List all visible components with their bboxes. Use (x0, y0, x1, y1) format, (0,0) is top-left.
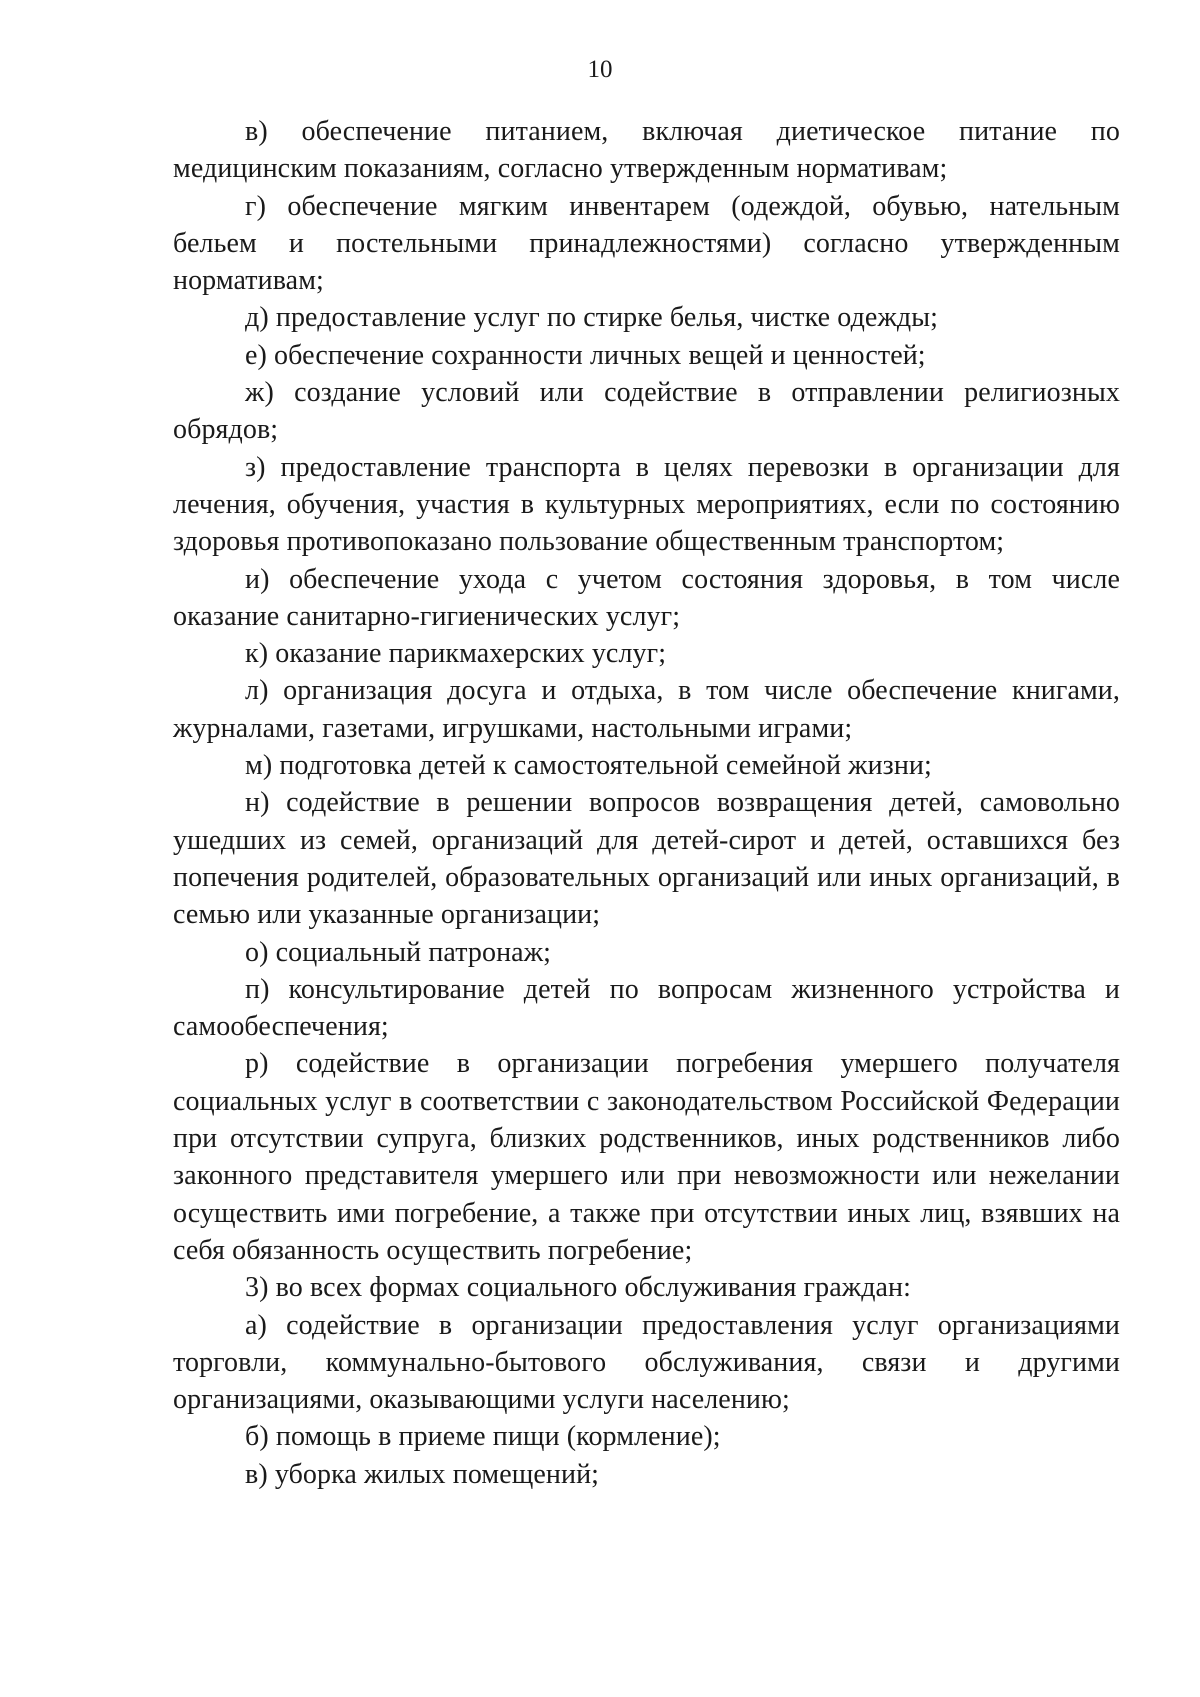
paragraph-r-burial: р) содействие в организации погребения умершего получателя социальных услуг в соответствии с законодательством Российской Федерации при отсутствии супруга, близких родственников, иных родственников либо законного представителя умершего или при невозможности или нежелании осуществить ими погребение, а также при отсутствии иных лиц, взявших на себя обязанность осуществить погребение; (173, 1048, 1120, 1266)
paragraph-b-feeding: б) помощь в приеме пищи (кормление); (245, 1421, 721, 1453)
paragraph-3-all-forms: 3) во всех формах социального обслуживания граждан: (245, 1272, 912, 1304)
page-number: 10 (587, 56, 613, 83)
paragraph-n-return-children: н) содействие в решении вопросов возвращения детей, самовольно ушедших из семей, организаций для детей-сирот и детей, оставшихся без попечения родителей, образовательных организаций или иных организаций, в семью или указанные организации; (173, 787, 1120, 931)
paragraph-d-laundry: д) предоставление услуг по стирке белья, чистке одежды; (245, 302, 939, 334)
document-body (173, 113, 1120, 1493)
paragraph-k-hairdresser: к) оказание парикмахерских услуг; (245, 638, 667, 670)
paragraph-g-soft-inventory: г) обеспечение мягким инвентарем (одеждой, обувью, нательным бельем и постельными принадлежностями) согласно утвержденным нормативам; (173, 190, 1120, 297)
paragraph-v-cleaning: в) уборка жилых помещений; (245, 1458, 600, 1490)
paragraph-i-care: и) обеспечение ухода с учетом состояния здоровья, в том числе оказание санитарно-гигиенических услуг; (173, 563, 1120, 632)
paragraph-zh-religious: ж) создание условий или содействие в отправлении религиозных обрядов; (173, 377, 1120, 446)
paragraph-m-family-life: м) подготовка детей к самостоятельной семейной жизни; (245, 750, 932, 782)
paragraph-z-transport: з) предоставление транспорта в целях перевозки в организации для лечения, обучения, участия в культурных мероприятиях, если по состоянию здоровья противопоказано пользование общественным транспортом; (173, 451, 1120, 558)
paragraph-e-belongings: е) обеспечение сохранности личных вещей и ценностей; (245, 339, 926, 371)
paragraph-p-consulting: п) консультирование детей по вопросам жизненного устройства и самообеспечения; (173, 973, 1120, 1043)
paragraph-o-patronage: о) социальный патронаж; (245, 936, 552, 968)
paragraph-a-services-assistance: а) содействие в организации предоставления услуг организациями торговли, коммунально-бытового обслуживания, связи и другими организациями, оказывающими услуги населению; (173, 1309, 1120, 1416)
paragraph-v-food: в) обеспечение питанием, включая диетическое питание по медицинским показаниям, согласно утвержденным нормативам; (173, 116, 1120, 185)
paragraph-l-leisure: л) организация досуга и отдыха, в том числе обеспечение книгами, журналами, газетами, игрушками, настольными играми; (173, 675, 1120, 744)
